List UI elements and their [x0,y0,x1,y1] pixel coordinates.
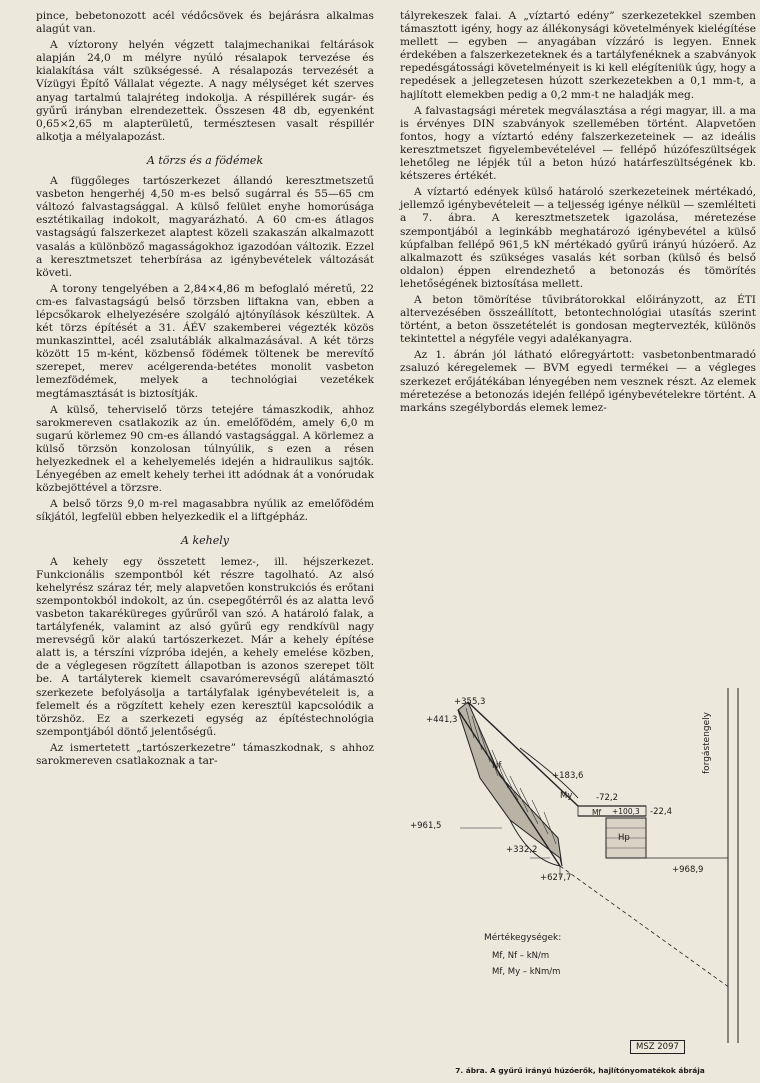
figure-caption: 7. ábra. A gyűrű irányú húzóerők, hajlítónyomatékok ábrája [455,1066,705,1075]
force-diagram-figure [410,688,756,1060]
label-9615: +961,5 [410,821,442,831]
label-3553: +355,3 [454,697,486,707]
label-6277: +627,7 [540,873,572,883]
paragraph: A falvastagsági méretek megválasztása a régi magyar, ill. a ma is érvényes DIN szabványok szellemében történt. Alapvetően fontos, hogy a víztartó edény falszerkezeteinek — az ideális keresztmetszet figyelembevételével — fellépő húzófeszültségek lehetőleg ne lépjék túl a beton húzó határfeszültségének kb. kétszeres értékét. [400,104,756,183]
paragraph: Az 1. ábrán jól látható előregyártott: vasbetonbentmaradó zsaluzó kéregelemek — BVM egyedi termékei — a végleges szerkezet erőjátékában lényegében nem vesznek részt. Az elemek méretezése a betonozás idején fellépő igénybevételekre történt. A markáns szegélybordás elemek lemez- [400,349,756,414]
paragraph: tályrekeszek falai. A „víztartó edény” szerkezetekkel szemben támasztott igény, hogy az állékonysági követelmények kielégítése mellett — egyben — anyagában vízzáró is legyen. Ennek érdekében a falszerkezeteknek és a tartályfenéknek a szabványok repedésgátossági követelményeit is ki kell elégíteniük úgy, hogy a repedések a jellegzetesen húzott szerkezetekben a 0,1 mm-t, a hajlított elemekben pedig a 0,2 mm-t ne haladják meg. [400,10,756,101]
label-4413: +441,3 [426,715,458,725]
label-my: My [560,791,573,801]
units-line: Mf, My – kNm/m [492,967,561,977]
paragraph: A függőleges tartószerkezet állandó keresztmetszetű vasbeton hengerhéj 4,50 m-es belső sugárral és 55—65 cm változó falvastagsággal. A külső felület enyhe homorúsága esztétikailag indokolt, magyarázható. A 60 cm-es átlagos vastagságú falszerkezet alaptest közeli szakaszán alkalmazott vasalás a különböző magasságokhoz igazodóan változik. Ezzel a keresztmetszet teherbírása az igénybevételek változását követi. [36,175,374,279]
label-722: -72,2 [596,793,618,803]
paragraph: A belső törzs 9,0 m-rel magasabbra nyúlik az emelőfödém síkjától, legfelül ebben helyezkedik el a liftgépház. [36,498,374,524]
right-column [400,10,756,418]
paragraph: A torony tengelyében a 2,84×4,86 m befoglaló méretű, 22 cm-es falvastagságú belső törzsben liftakna van, ebben a lépcsőkarok elhelyezésére szolgáló ajtónyílások készültek. A két törzs építését a 31. ÁÉV szakemberei végezték közös munkaszinttel, acél zsalutáblák alkalmazásával. A két törzs között 15 m-ként, közbenső födémek töltenek be merevítő szerepet, merev acélgerenda-betétes monolit vasbeton lemezfödémek, melyek a technológiai vezetékek megtámasztását is biztosítják. [36,282,374,400]
paragraph: A beton tömörítése tűvibrátorokkal előirányzott, az ÉTI altervezésében összeállított, betontechnológiai utasítás szerint történt, a beton összetételét is gondosan megtervezték, különös tekintettel a négyféle vegyi adalékanyagra. [400,293,756,346]
paragraph: A külső, teherviselő törzs tetejére támaszkodik, ahhoz sarokmereven csatlakozik az ún. emelőfödém, amely 6,0 m sugarú körlemez 90 cm-es állandó vastagsággal. A körlemez a külső törzsön konzolosan túlnyúlik, s ezen a résen helyezkednek el a kehelyemelés idején a hidraulikus sajtók. Lényegében az emelt kehely terhei itt adódnak át a vonórudak közbejöttével a törzsre. [36,403,374,495]
paragraph: A víztorony helyén végzett talajmechanikai feltárások alapján 24,0 m mélyre nyúló résalapok tervezése és kialakítása vált szükségessé. A résalapozás tervezését a Vízügyi Építő Vállalat végezte. A nagy mélységet két szerves anyag tartalmú talajréteg indokolja. A réspillérek sugár- és gyűrű irányban elrendezettek. Összesen 48 db, egyenként 0,65×2,65 m alapterületű, természtesen vasalt réspillér alkotja a mélyalapozást. [36,39,374,143]
units-title: Mértékegységek: [484,933,562,943]
left-column [36,10,374,771]
label-nf: Nf [492,761,502,771]
paragraph: A víztartó edények külső határoló szerkezeteinek mértékadó, jellemző igénybevételeit — a teljesség igénye nélkül — szemlélteti a 7. ábra. A keresztmetszetek igazolása, méretezése szempontjából a leginkább meghatározó igénybevétel a külső kúpfalban fellépő 961,5 kN mértékadó gyűrű irányú húzóerő. Az alkalmazott és szükséges vasalás két sorban (külső és belső oldalon) éppen elrendezhető a betonozás és tömörítés lehetőségének biztosítása mellett. [400,186,756,290]
section-heading: A törzs és a födémek [146,153,264,167]
paragraph: pince, bebetonozott acél védőcsövek és bejárásra alkalmas alagút van. [36,10,374,36]
label-1836: +183,6 [552,771,584,781]
paragraph: A kehely egy összetett lemez-, ill. héjszerkezet. Funkcionális szempontból két részre tagolható. Az alsó kehelyrész száraz tér, mely alapvetően konstrukciós és erőtani szempontokból indokolt, az ún. csepegőtérről és az alatta levő vasbeton takaréküreges gyűrűről van szó. A határoló falak, a tartályfenék, valamint az alsó gyűrű egy rendkívül nagy merevségű kör alakú tartószerkezet. Már a kehely építése alatt is, a térszíni vízpróba idején, a kehely emelése közben, de a véglegesen rögzített állapotban is azonos szerepet tölt be. A tartályterek kiemelt csavarómerevségű alátámasztó szerkezete befolyásolja a tartályfalak igénybevételeit is, a felemelt és a rögzített kehely ezen keresztül kapcsolódik a törzshöz. Ez a szerkezeti egység az építéstechnológia szempontjából döntő jelentőségű. [36,555,374,738]
label-3322: +332,2 [506,845,538,855]
axis-label: forgástengely [702,712,712,774]
label-mf: Mf [592,808,602,817]
stamp-box: MSZ 2097 [630,1040,685,1054]
label-1003: +100,3 [612,807,640,816]
paragraph: Az ismertetett „tartószerkezetre” támaszkodnak, s ahhoz sarokmereven csatlakoznak a tar- [36,741,374,767]
units-line: Mf, Nf – kN/m [492,951,550,961]
label-hp: Hp [618,833,630,843]
label-224: -22,4 [650,807,672,817]
section-heading: A kehely [181,534,229,548]
label-9689: +968,9 [672,865,704,875]
